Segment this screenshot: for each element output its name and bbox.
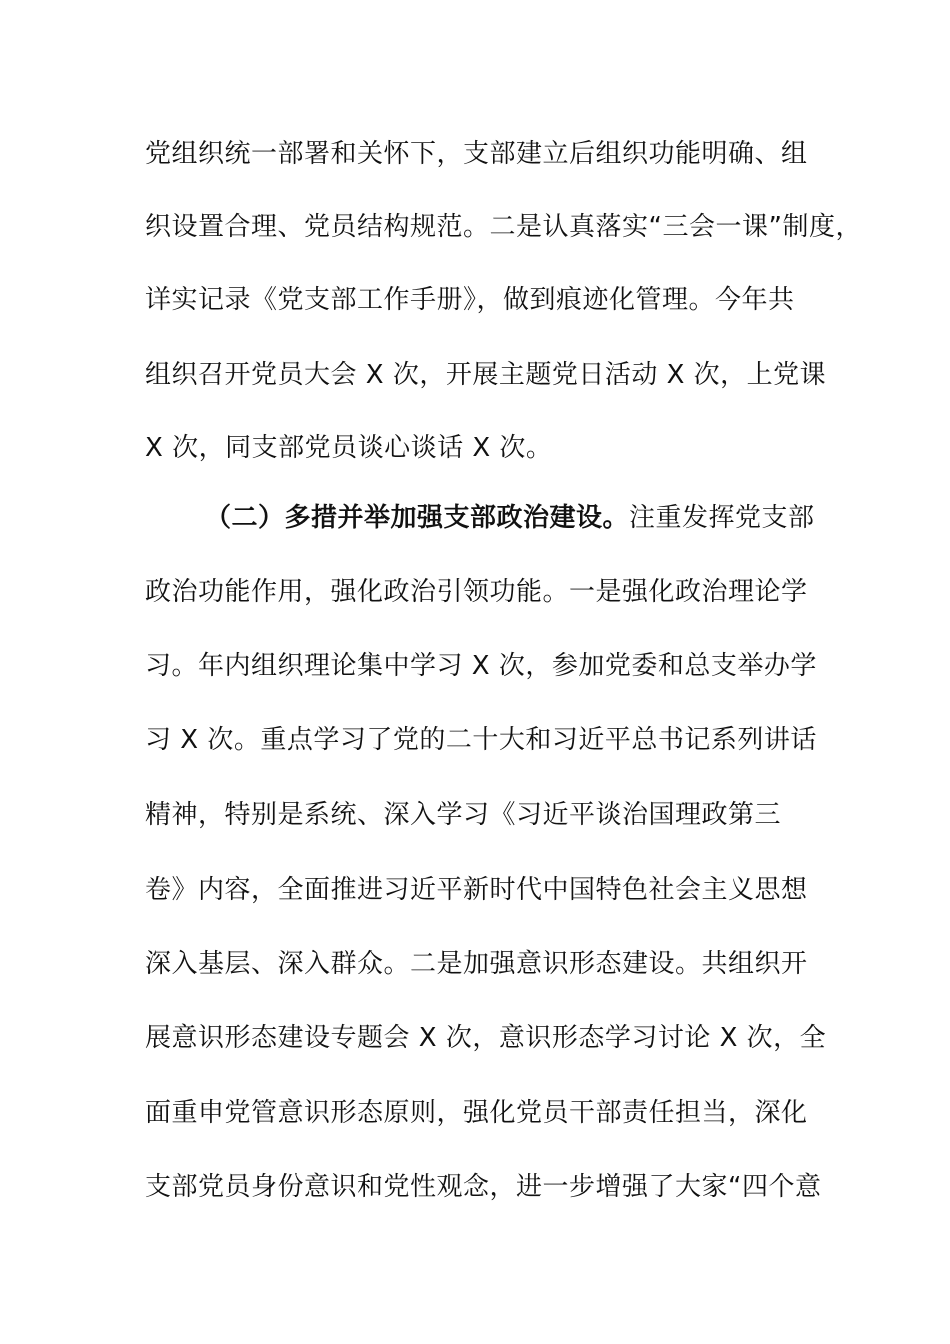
paragraph-line: 展意识形态建设专题会 X 次，意识形态学习讨论 X 次，全 <box>145 1023 827 1053</box>
paragraph-line: 织设置合理、党员结构规范。二是认真落实“三会一课”制度， <box>145 212 862 242</box>
paragraph-line: 政治功能作用，强化政治引领功能。一是强化政治理论学 <box>145 577 808 607</box>
paragraph-line: 党组织统一部署和关怀下，支部建立后组织功能明确、组 <box>145 139 808 169</box>
section-heading-continuation: 注重发挥党支部 <box>629 503 815 533</box>
section-heading: （二）多措并举加强支部政治建设。 <box>205 503 630 533</box>
paragraph-line: 详实记录《党支部工作手册》，做到痕迹化管理。今年共 <box>145 285 795 315</box>
section-heading-line <box>205 498 905 538</box>
paragraph-line: 深入基层、深入群众。二是加强意识形态建设。共组织开 <box>145 949 808 979</box>
paragraph-line: 卷》内容，全面推进习近平新时代中国特色社会主义思想 <box>145 875 808 905</box>
paragraph-line: 支部党员身份意识和党性观念，进一步增强了大家“四个意 <box>145 1172 822 1202</box>
paragraph-line: X 次，同支部党员谈心谈话 X 次。 <box>145 433 553 463</box>
paragraph-line: 精神，特别是系统、深入学习《习近平谈治国理政第三 <box>145 800 782 830</box>
paragraph-line: 习。年内组织理论集中学习 X 次，参加党委和总支举办学 <box>145 651 817 681</box>
paragraph-line: 面重申党管意识形态原则，强化党员干部责任担当，深化 <box>145 1098 808 1128</box>
paragraph-line: 习 X 次。重点学习了党的二十大和习近平总书记系列讲话 <box>145 725 817 755</box>
paragraph-line: 组织召开党员大会 X 次，开展主题党日活动 X 次，上党课 <box>145 360 827 390</box>
